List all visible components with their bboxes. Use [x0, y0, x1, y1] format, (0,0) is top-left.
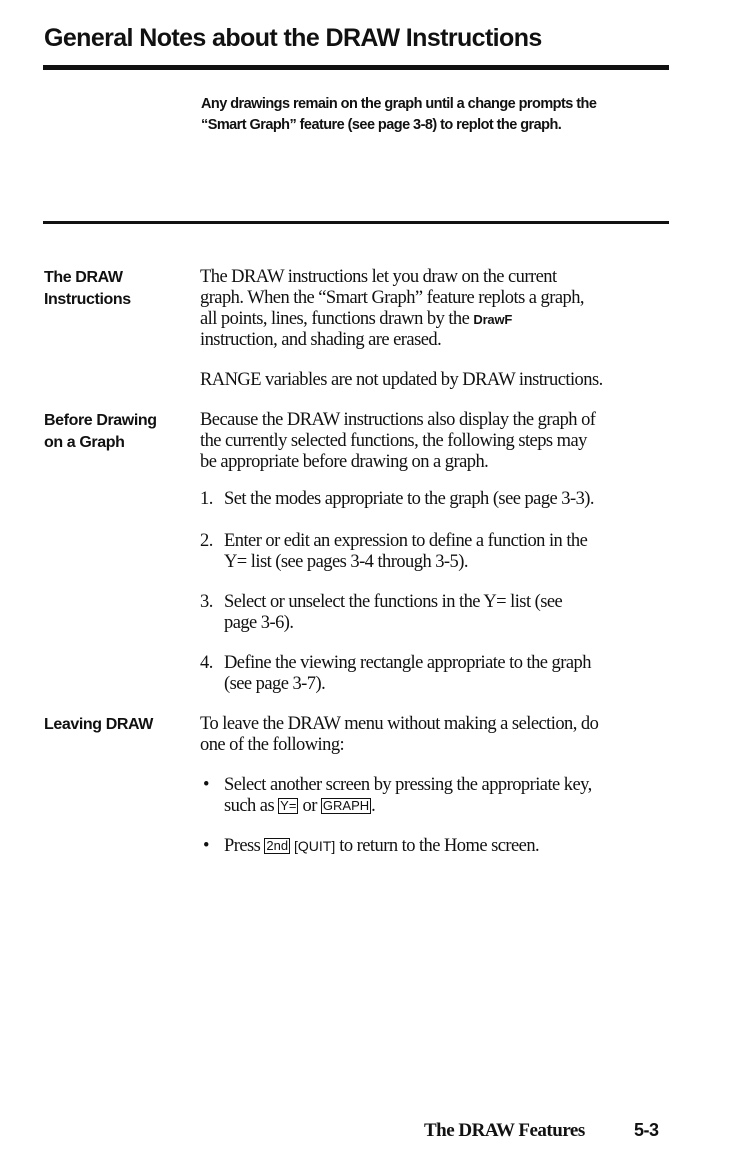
body-line: one of the following:	[200, 735, 345, 755]
page-title: General Notes about the DRAW Instructions	[44, 24, 542, 52]
side-heading-line: Instructions	[44, 291, 131, 308]
step-line: page 3-6).	[224, 613, 294, 633]
footer-section-name: The DRAW Features	[424, 1120, 585, 1141]
draw-instructions-paragraph	[200, 267, 676, 351]
note-line: Any drawings remain on the graph until a change prompts the	[201, 96, 597, 112]
bullet-text: .	[371, 796, 376, 816]
side-heading-leaving-draw	[44, 714, 153, 736]
graph-key: GRAPH	[322, 798, 370, 813]
bullet-text: to return to the Home screen.	[335, 836, 540, 856]
body-line: Because the DRAW instructions also display the graph of	[200, 410, 596, 430]
before-drawing-paragraph	[200, 410, 676, 473]
body-line	[200, 309, 676, 330]
step-line: Define the viewing rectangle appropriate to the graph	[224, 653, 591, 673]
section-rule	[43, 221, 669, 224]
bullet-text: Press	[224, 836, 265, 856]
step-number: 1.	[200, 489, 213, 509]
side-heading-line: Before Drawing	[44, 412, 157, 429]
bullet-line	[224, 796, 592, 817]
step-line: Set the modes appropriate to the graph (see page 3-3).	[224, 489, 594, 509]
title-rule	[43, 65, 669, 70]
body-line: the currently selected functions, the following steps may	[200, 431, 587, 451]
second-key: 2nd	[266, 838, 289, 853]
body-line: RANGE variables are not updated by DRAW instructions.	[200, 370, 603, 390]
step-number: 4.	[200, 653, 213, 673]
step-line: Select or unselect the functions in the Y= list (see	[224, 592, 563, 612]
body-line: be appropriate before drawing on a graph.	[200, 452, 489, 472]
quit-menu-label: [QUIT]	[290, 838, 336, 854]
side-heading-before-drawing	[44, 410, 157, 454]
side-heading-line: on a Graph	[44, 434, 125, 451]
footer-page-number: 5-3	[634, 1120, 659, 1140]
leaving-draw-paragraph	[200, 714, 676, 756]
step-number: 3.	[200, 592, 213, 612]
bullet-text: such as	[224, 796, 279, 816]
step-line: Enter or edit an expression to define a function in the	[224, 531, 588, 551]
step-line: Y= list (see pages 3-4 through 3-5).	[224, 552, 468, 572]
bullet-line: Select another screen by pressing the appropriate key,	[224, 775, 592, 795]
y-equals-key: Y=	[280, 798, 297, 813]
step-line: (see page 3-7).	[224, 674, 326, 694]
side-heading-line: Leaving DRAW	[44, 716, 153, 733]
bullet-mark: •	[203, 836, 209, 856]
drawf-command: DrawF	[473, 312, 513, 327]
intro-note	[201, 94, 676, 136]
side-heading-line: The DRAW	[44, 269, 123, 286]
bullet-text: or	[298, 796, 321, 816]
bullet-mark: •	[203, 775, 209, 795]
body-line: graph. When the “Smart Graph” feature replots a graph,	[200, 288, 584, 308]
body-line: The DRAW instructions let you draw on the current	[200, 267, 557, 287]
bullet-line	[224, 836, 539, 857]
body-line: To leave the DRAW menu without making a selection, do	[200, 714, 599, 734]
body-text: all points, lines, functions drawn by the	[200, 309, 474, 329]
note-line: “Smart Graph” feature (see page 3-8) to replot the graph.	[201, 117, 562, 133]
range-variables-paragraph	[200, 370, 676, 391]
body-line: instruction, and shading are erased.	[200, 330, 442, 350]
step-number: 2.	[200, 531, 213, 551]
side-heading-draw-instructions	[44, 267, 131, 311]
